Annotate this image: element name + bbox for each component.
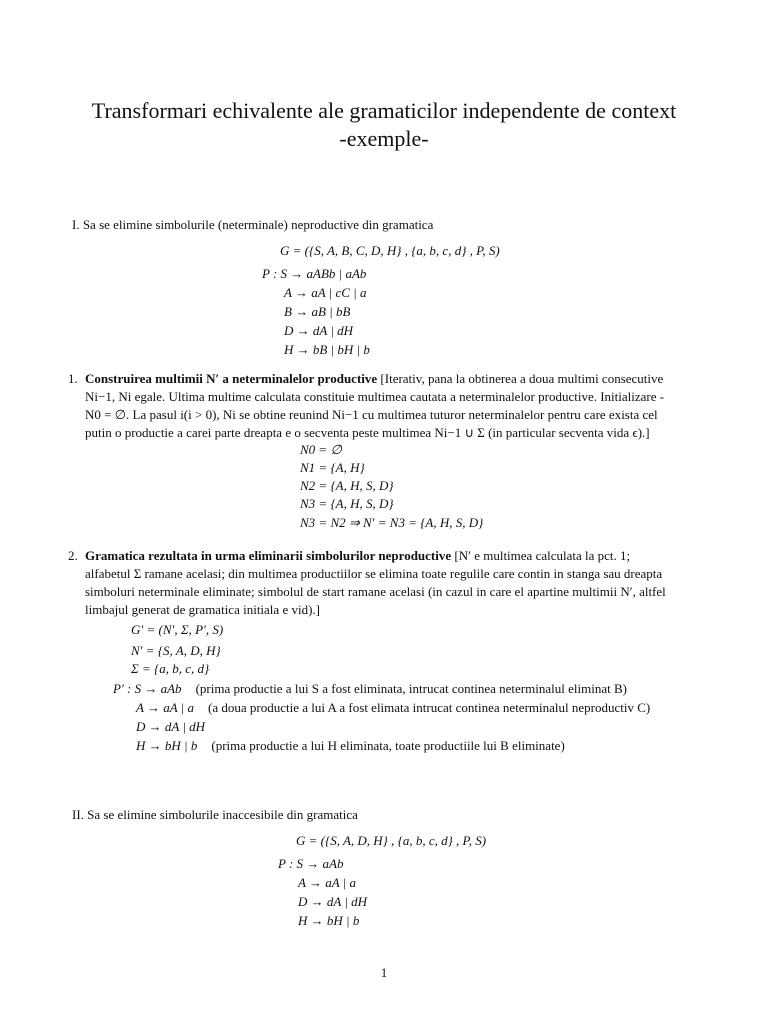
item-number: 2. — [68, 548, 78, 563]
set-equation: N1 = {A, H} — [300, 460, 365, 475]
item-1-title: Construirea multimii N′ a neterminalelor productive — [85, 371, 378, 386]
item-number: 1. — [68, 371, 78, 386]
production-rule — [136, 718, 205, 736]
rule-text: P′ : S → aAb — [113, 681, 182, 696]
alphabet-set: Σ = {a, b, c, d} — [131, 661, 210, 676]
document-title: Transformari echivalente ale gramaticilor independente de context — [91, 98, 677, 123]
production-rule: A → aA | cC | a — [284, 285, 367, 300]
section-1-heading: I. Sa se elimine simbolurile (neterminale) neproductive din gramatica — [72, 217, 434, 232]
document-subtitle: -exemple- — [339, 126, 429, 151]
rule-note: (a doua productie a lui A a fost elimata intrucat continea neterminalul neproductiv C) — [208, 700, 651, 715]
production-rule: B → aB | bB — [284, 304, 351, 319]
item-1-first-line — [85, 370, 663, 388]
item-2-first-line — [85, 547, 630, 565]
item-2-text-line: alfabetul Σ ramane acelasi; din multimea productiilor se elimina toate regulile care contin in stanga sau dreapta — [85, 566, 663, 581]
rule-note: (prima productie a lui H eliminata, toate productiile lui B eliminate) — [211, 738, 565, 753]
production-rule: H → bH | b — [298, 913, 360, 928]
production-rule: P : S → aABb | aAb — [262, 266, 367, 281]
item-1-text-line: putin o productie a carei parte dreapta e o secventa peste multimea Ni−1 ∪ Σ (in particular secventa vida ϵ).] — [85, 425, 650, 440]
production-rule — [136, 699, 650, 717]
item-2-text-line: simboluri neterminale eliminate; simbolul de start ramane acelasi (in cazul in care el apartine multimii N′, altfel — [85, 584, 666, 599]
production-rule — [113, 680, 627, 698]
set-equation: N3 = N2 ⇒ N′ = N3 = {A, H, S, D} — [300, 515, 484, 530]
set-equation: N0 = ∅ — [300, 442, 342, 457]
grammar-definition: G = ({S, A, B, C, D, H} , {a, b, c, d} , P, S) — [280, 243, 500, 258]
rule-note: (prima productie a lui S a fost eliminata, intrucat continea neterminalul eliminat B) — [195, 681, 627, 696]
production-rule: D → dA | dH — [298, 894, 368, 909]
production-rule — [136, 737, 565, 755]
production-rule: H → bB | bH | b — [284, 342, 370, 357]
grammar-definition: G′ = (N′, Σ, P′, S) — [131, 622, 224, 637]
production-rule: P : S → aAb — [278, 856, 344, 871]
item-2-title: Gramatica rezultata in urma eliminarii simbolurilor neproductive — [85, 548, 452, 563]
item-1-text-line: Ni−1, Ni egale. Ultima multime calculata constituie multimea cautata a neterminalelor productive. Initializare - — [85, 389, 665, 404]
nonterminal-set: N′ = {S, A, D, H} — [131, 643, 221, 658]
page-number: 1 — [380, 965, 388, 980]
set-equation: N2 = {A, H, S, D} — [300, 478, 394, 493]
production-rule: A → aA | a — [298, 875, 356, 890]
set-equation: N3 = {A, H, S, D} — [300, 496, 394, 511]
item-2-text: [N′ e multimea calculata la pct. 1; — [454, 548, 631, 563]
production-rule: D → dA | dH — [284, 323, 354, 338]
section-2-heading: II. Sa se elimine simbolurile inaccesibile din gramatica — [72, 807, 358, 822]
item-2-text-line: limbajul generat de gramatica initiala e vid).] — [85, 602, 320, 617]
rule-text: D → dA | dH — [136, 719, 206, 734]
rule-text: A → aA | a — [136, 700, 194, 715]
grammar-definition: G = ({S, A, D, H} , {a, b, c, d} , P, S) — [296, 833, 487, 848]
item-1-text-line: N0 = ∅. La pasul i(i > 0), Ni se obtine reunind Ni−1 cu multimea tuturor neterminalelor pentru care exista cel — [85, 407, 658, 422]
rule-text: H → bH | b — [136, 738, 198, 753]
item-1-text: [Iterativ, pana la obtinerea a doua multimi consecutive — [380, 371, 664, 386]
